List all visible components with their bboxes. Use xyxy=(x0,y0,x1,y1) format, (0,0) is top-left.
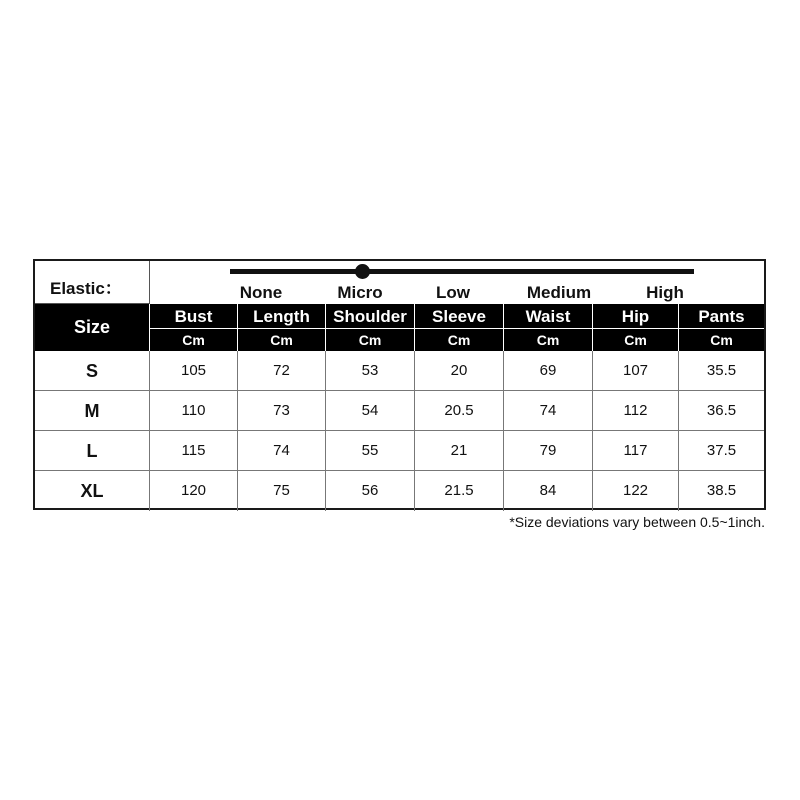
column-unit-length: Cm xyxy=(238,328,326,351)
cell-length: 72 xyxy=(238,351,326,390)
column-unit-sleeve: Cm xyxy=(415,328,504,351)
size-cell: XL xyxy=(35,471,150,511)
elastic-scale-line xyxy=(230,269,694,274)
column-header-length: Length xyxy=(238,304,326,328)
column-header-sleeve: Sleeve xyxy=(415,304,504,328)
cell-sleeve: 20.5 xyxy=(415,391,504,430)
cell-sleeve: 21.5 xyxy=(415,471,504,511)
elastic-option-low: Low xyxy=(436,283,470,302)
cell-length: 75 xyxy=(238,471,326,511)
column-header-waist: Waist xyxy=(504,304,593,328)
cell-length: 73 xyxy=(238,391,326,430)
cell-bust: 120 xyxy=(150,471,238,511)
cell-shoulder: 56 xyxy=(326,471,415,511)
column-header-bust: Bust xyxy=(150,304,238,328)
elastic-scale xyxy=(150,261,764,304)
cell-pants: 37.5 xyxy=(706,442,737,459)
cell-bust: 105 xyxy=(150,351,238,390)
cell-hip: 112 xyxy=(593,391,679,430)
column-header-shoulder: Shoulder xyxy=(326,304,415,328)
cell-hip: 122 xyxy=(593,471,679,511)
table-row xyxy=(35,471,764,511)
column-header-pants: Pants xyxy=(698,307,745,326)
column-unit-shoulder: Cm xyxy=(326,328,415,351)
cell-pants: 38.5 xyxy=(706,482,737,499)
table-row xyxy=(35,351,764,391)
column-header-hip: Hip xyxy=(593,304,679,328)
elastic-option-high: High xyxy=(646,283,684,302)
elastic-scale-marker xyxy=(355,264,370,279)
size-deviation-note: *Size deviations vary between 0.5~1inch. xyxy=(509,514,765,530)
cell-shoulder: 53 xyxy=(326,351,415,390)
table-row xyxy=(35,431,764,471)
elastic-option-medium: Medium xyxy=(526,283,592,302)
cell-bust: 110 xyxy=(150,391,238,430)
table-body xyxy=(35,351,764,510)
column-unit-waist: Cm xyxy=(504,328,593,351)
cell-waist: 69 xyxy=(504,351,593,390)
cell-bust: 115 xyxy=(150,431,238,470)
size-cell: M xyxy=(35,391,150,430)
table-header xyxy=(35,304,764,351)
cell-hip: 107 xyxy=(593,351,679,390)
size-cell: L xyxy=(35,431,150,470)
cell-shoulder: 54 xyxy=(326,391,415,430)
cell-waist: 79 xyxy=(504,431,593,470)
cell-pants: 36.5 xyxy=(706,402,737,419)
column-unit-pants: Cm xyxy=(679,328,764,351)
cell-waist: 84 xyxy=(504,471,593,511)
size-chart xyxy=(33,259,766,510)
column-unit-hip: Cm xyxy=(593,328,679,351)
size-header: Size xyxy=(35,304,150,351)
cell-pants: 35.5 xyxy=(706,362,737,379)
cell-waist: 74 xyxy=(504,391,593,430)
table-row xyxy=(35,391,764,431)
cell-sleeve: 21 xyxy=(415,431,504,470)
elastic-option-micro: Micro xyxy=(337,283,383,302)
elastic-label: Elastic： xyxy=(35,261,150,304)
cell-sleeve: 20 xyxy=(415,351,504,390)
cell-shoulder: 55 xyxy=(326,431,415,470)
column-unit-bust: Cm xyxy=(150,328,238,351)
cell-length: 74 xyxy=(238,431,326,470)
elastic-option-none: None xyxy=(239,283,283,302)
cell-hip: 117 xyxy=(593,431,679,470)
size-cell: S xyxy=(35,351,150,390)
